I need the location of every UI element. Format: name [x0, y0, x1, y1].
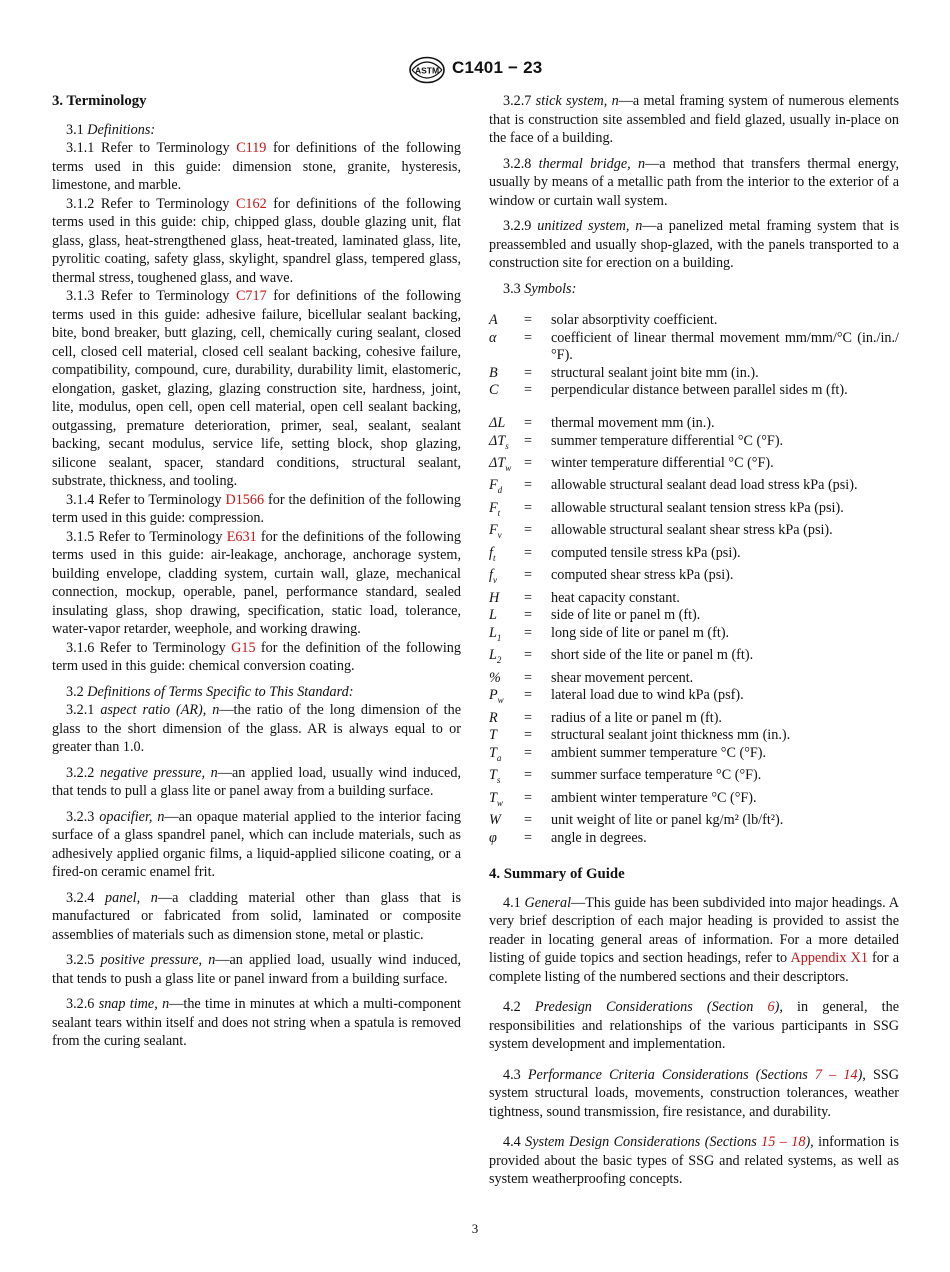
symbol-term: $\Delta T_s$ — [489, 432, 509, 451]
right-column — [489, 92, 899, 1189]
symbol-row — [489, 607, 899, 625]
symbol-equals: = — [524, 382, 533, 399]
symbol-term: $f_t$ — [489, 544, 496, 563]
para-4-1: 4.1 General—This guide has been subdivided into major headings. A very brief description of each major heading is provided to assist the reader in locating general areas of information. For a more detailed listing of guide topics and section headings, refer to Appendix X1 for a complete listing of the numbered sections and their descriptors. — [489, 894, 900, 985]
symbol-term: $F_d$ — [489, 477, 503, 496]
symbol-row — [489, 415, 899, 433]
symbol-definition: allowable structural sealant dead load stress kPa (psi). — [551, 477, 858, 494]
para-3-2-4: 3.2.4 panel, n—a cladding material other than glass that is manufactured or fabricated from solid, laminated or composite assemblies of materials such as dimension stone, metal or plastic. — [52, 889, 461, 943]
symbol-row — [489, 830, 899, 848]
symbol-equals: = — [524, 709, 533, 726]
link-appendix-x1[interactable]: Appendix X1 — [790, 950, 868, 967]
symbol-equals: = — [524, 607, 533, 624]
symbol-equals: = — [524, 744, 533, 761]
symbol-definition: long side of lite or panel m (ft). — [551, 624, 730, 641]
symbols-list — [489, 312, 899, 847]
symbol-term: R — [489, 709, 498, 726]
para-3-2-6: 3.2.6 snap time, n—the time in minutes at which a multi-component sealant tears within itself and does not string when a spatula is removed from the curing sealant. — [52, 996, 461, 1049]
link-d1566[interactable]: D1566 — [225, 491, 265, 508]
symbol-equals: = — [524, 414, 533, 431]
para-3-1-1: 3.1.1 Refer to Terminology C119 for definitions of the following terms used in this guide: dimension stone, granite, hysteresis, limestone, and marble. — [52, 140, 461, 193]
symbol-row — [489, 382, 899, 400]
link-sections-15-18[interactable]: 15 – 18 — [761, 1134, 806, 1151]
astm-logo-icon — [408, 56, 446, 84]
astm-logo-text: ASTM — [414, 65, 440, 76]
symbol-term: $L_2$ — [489, 647, 502, 665]
symbol-term: $T_s$ — [489, 767, 501, 785]
symbol-definition: unit weight of lite or panel kg/m² (lb/ft²). — [551, 812, 784, 829]
symbol-equals: = — [524, 789, 533, 806]
symbol-term: $T_a$ — [489, 744, 502, 763]
para-3-2-8: 3.2.8 thermal bridge, n—a method that transfers thermal energy, usually by means of a metallic path from the interior to the exterior of a window or curtain wall system. — [489, 155, 899, 209]
symbol-row — [489, 790, 899, 812]
symbol-definition: ambient winter temperature °C (°F). — [551, 789, 757, 806]
symbol-definition: summer temperature differential °C (°F). — [551, 432, 784, 449]
symbol-equals: = — [524, 647, 533, 664]
symbol-equals: = — [524, 329, 533, 346]
symbol-equals: = — [524, 522, 533, 539]
symbol-row — [489, 500, 899, 522]
para-3-1-6: 3.1.6 Refer to Terminology G15 for the definition of the following term used in this guide: chemical conversion coating. — [52, 639, 461, 674]
symbol-term: $\Delta T_w$ — [489, 454, 512, 473]
symbol-row — [489, 727, 899, 745]
symbol-definition: computed shear stress kPa (psi). — [551, 567, 734, 584]
symbol-row — [489, 522, 899, 544]
para-3-1-2: 3.1.2 Refer to Terminology C162 for definitions of the following terms used in this guide: chip, chipped glass, double glazing unit, flat glass, glass, heat-strengthened glass, heat-treated, laminated glass, lite, pyrolitic coating, safety glass, skylight, spandrel glass, tempered glass, thermal stress, toughened glass, and wave. — [52, 195, 461, 286]
symbol-equals: = — [524, 567, 533, 584]
para-3-1-3: 3.1.3 Refer to Terminology C717 for definitions of the following terms used in this guide: adhesive failure, bicellular sealant backing, bite, bond breaker, butt glazing, cell, chemically curing sealant, closed cell, closed cell material, closed cell sealant backing, cohesive failure, compatibility, compound, cure, durability, durability limit, elastomeric, elongation, gasket, glazing, glazing construction site, hardness, joint, lite, modulus, open cell, open cell material, open cell sealant backing, outgassing, premature deterioration, primer, seal, sealant, sealant backing, secant modulus, service life, setting block, shop glazing, silicone sealant, spacer, standard conditions, structural sealant, substrate, thickness, and tooling. — [52, 288, 461, 489]
para-3-2: 3.2 Definitions of Terms Specific to This Standard: — [66, 683, 354, 700]
link-section-6[interactable]: 6 — [767, 999, 775, 1016]
symbol-definition: lateral load due to wind kPa (psf). — [551, 687, 744, 704]
symbol-term: $f_v$ — [489, 567, 497, 585]
para-4-4: 4.4 System Design Considerations (Sections 15 – 18), information is provided about the basic types of SSG and related systems, as well as system weatherproofing concepts. — [489, 1134, 900, 1188]
symbol-term: $T_w$ — [489, 789, 503, 808]
para-3-2-9: 3.2.9 unitized system, n—a panelized metal framing system that is preassembled and usually shop-glazed, with the panels transported to a construction site for erection on a building. — [489, 218, 900, 271]
left-column — [52, 92, 461, 1051]
symbol-term: $P_w$ — [489, 687, 504, 705]
symbol-equals: = — [524, 544, 533, 561]
page-number: 3 — [471, 1221, 479, 1236]
para-3-1-5: 3.1.5 Refer to Terminology E631 for the definitions of the following terms used in this guide: air-leakage, anchorage, anchorage system, building envelope, cladding system, curtain wall, glaze, mechanical connection, mockup, operable, panel, performance standard, sealed insulating glass, shop drawing, specification, static load, tolerance, water-vapor retarder, weephole, and working drawing. — [52, 528, 461, 637]
symbol-equals: = — [524, 432, 533, 449]
symbol-definition: side of lite or panel m (ft). — [551, 607, 701, 624]
symbol-definition: structural sealant joint thickness mm (in.). — [551, 727, 791, 744]
symbol-term: $F_v$ — [489, 522, 502, 541]
symbol-equals: = — [524, 499, 533, 516]
symbol-row — [489, 330, 899, 365]
symbol-definition: ambient summer temperature °C (°F). — [551, 744, 767, 761]
symbol-row — [489, 567, 899, 589]
symbol-row — [489, 625, 899, 647]
symbol-definition: shear movement percent. — [551, 669, 694, 686]
symbol-term: $F_t$ — [489, 499, 501, 518]
para-3-2-1: 3.2.1 aspect ratio (AR), n—the ratio of the long dimension of the glass to the short dimension of the glass. AR is always equal to or greater than 1.0. — [52, 702, 462, 755]
symbol-term: α — [489, 329, 497, 346]
symbol-term: A — [489, 312, 498, 328]
link-c717[interactable]: C717 — [235, 288, 267, 304]
para-4-2: 4.2 Predesign Considerations (Section 6), in general, the responsibilities and relationships of the various participants in SSG system development and implementation. — [489, 999, 900, 1053]
symbol-row — [489, 312, 899, 330]
link-e631[interactable]: E631 — [226, 528, 257, 545]
symbol-row — [489, 745, 899, 767]
symbol-row — [489, 670, 899, 688]
symbol-definition: coefficient of linear thermal movement mm/mm/°C (in./in./°F). — [551, 329, 899, 364]
symbol-row — [489, 433, 899, 455]
symbol-term: B — [489, 364, 498, 381]
symbol-definition: short side of the lite or panel m (ft). — [551, 647, 754, 664]
symbol-row — [489, 365, 899, 383]
symbol-equals: = — [524, 767, 533, 784]
symbol-equals: = — [524, 669, 533, 686]
symbol-equals: = — [524, 624, 533, 641]
symbol-definition: allowable structural sealant shear stress kPa (psi). — [551, 522, 833, 539]
symbol-definition: angle in degrees. — [551, 829, 647, 846]
symbol-equals: = — [524, 829, 533, 846]
symbol-equals: = — [524, 687, 533, 704]
link-sections-7-14[interactable]: 7 – 14 — [814, 1066, 858, 1083]
symbol-equals: = — [524, 727, 533, 744]
symbol-term: T — [489, 727, 497, 744]
symbol-row — [489, 477, 899, 499]
symbol-row — [489, 455, 899, 477]
symbol-definition: thermal movement mm (in.). — [551, 414, 715, 431]
symbol-term: ΔL — [489, 414, 506, 431]
para-3-1: 3.1 Definitions: — [66, 121, 156, 138]
symbol-equals: = — [524, 477, 533, 494]
symbol-row — [489, 545, 899, 567]
symbol-equals: = — [524, 589, 533, 606]
document-code: C1401 − 23 — [452, 58, 543, 77]
symbol-definition: computed tensile stress kPa (psi). — [551, 544, 741, 561]
symbol-definition: radius of a lite or panel m (ft). — [551, 709, 722, 726]
symbol-definition: structural sealant joint bite mm (in.). — [551, 364, 759, 381]
link-g15[interactable]: G15 — [231, 639, 256, 656]
para-3-1-4: 3.1.4 Refer to Terminology D1566 for the definition of the following term used in this guide: compression. — [52, 491, 461, 526]
symbol-term: % — [489, 669, 501, 686]
symbol-spacer — [489, 400, 899, 415]
symbol-row — [489, 687, 899, 709]
symbol-definition: summer surface temperature °C (°F). — [551, 767, 762, 784]
symbol-definition: heat capacity constant. — [551, 589, 680, 606]
para-4-3: 4.3 Performance Criteria Considerations (Sections 7 – 14), SSG system structural loads, movements, construction tolerances, weather tightness, sound transmission, fire resistance, and durability. — [489, 1066, 900, 1120]
symbol-definition: solar absorptivity coefficient. — [551, 312, 718, 328]
symbol-row — [489, 767, 899, 789]
para-3-2-3: 3.2.3 opacifier, n—an opaque material applied to the interior facing surface of a glass spandrel panel, which can include materials, such as adhesively applied organic films, a liquid-applied silicone coating, or a fired-on ceramic enamel frit. — [52, 808, 462, 880]
symbol-term: H — [489, 589, 500, 606]
symbol-equals: = — [524, 812, 533, 829]
symbol-definition: perpendicular distance between parallel sides m (ft). — [551, 382, 848, 399]
symbol-term: W — [489, 812, 501, 829]
symbol-equals: = — [524, 454, 533, 471]
symbol-term: $L_1$ — [489, 624, 502, 643]
symbol-row — [489, 590, 899, 608]
para-3-2-2: 3.2.2 negative pressure, n—an applied load, usually wind induced, that tends to pull a glass lite or panel away from a building surface. — [52, 764, 461, 799]
symbol-row — [489, 710, 899, 728]
link-c119[interactable]: C119 — [236, 140, 267, 156]
symbol-equals: = — [524, 312, 533, 328]
link-c162[interactable]: C162 — [235, 195, 267, 212]
symbol-equals: = — [524, 364, 533, 381]
para-3-3: 3.3 Symbols: — [503, 280, 577, 297]
symbol-term: L — [489, 607, 497, 624]
para-3-2-7: 3.2.7 stick system, n—a metal framing system of numerous elements that is construction site assembled and field glazed, usually in-place on the face of a building. — [489, 93, 900, 146]
symbol-row — [489, 647, 899, 669]
para-3-2-5: 3.2.5 positive pressure, n—an applied load, usually wind induced, that tends to push a glass lite or panel inward from a building surface. — [52, 952, 461, 987]
symbol-term: φ — [489, 829, 497, 846]
section-heading-terminology: 3. Terminology — [52, 93, 147, 109]
symbol-term: C — [489, 382, 499, 399]
symbol-definition: winter temperature differential °C (°F). — [551, 454, 774, 471]
page-header — [0, 54, 950, 84]
symbol-definition: allowable structural sealant tension stress kPa (psi). — [551, 499, 844, 516]
section-heading-summary: 4. Summary of Guide — [489, 866, 625, 883]
symbol-row — [489, 812, 899, 830]
